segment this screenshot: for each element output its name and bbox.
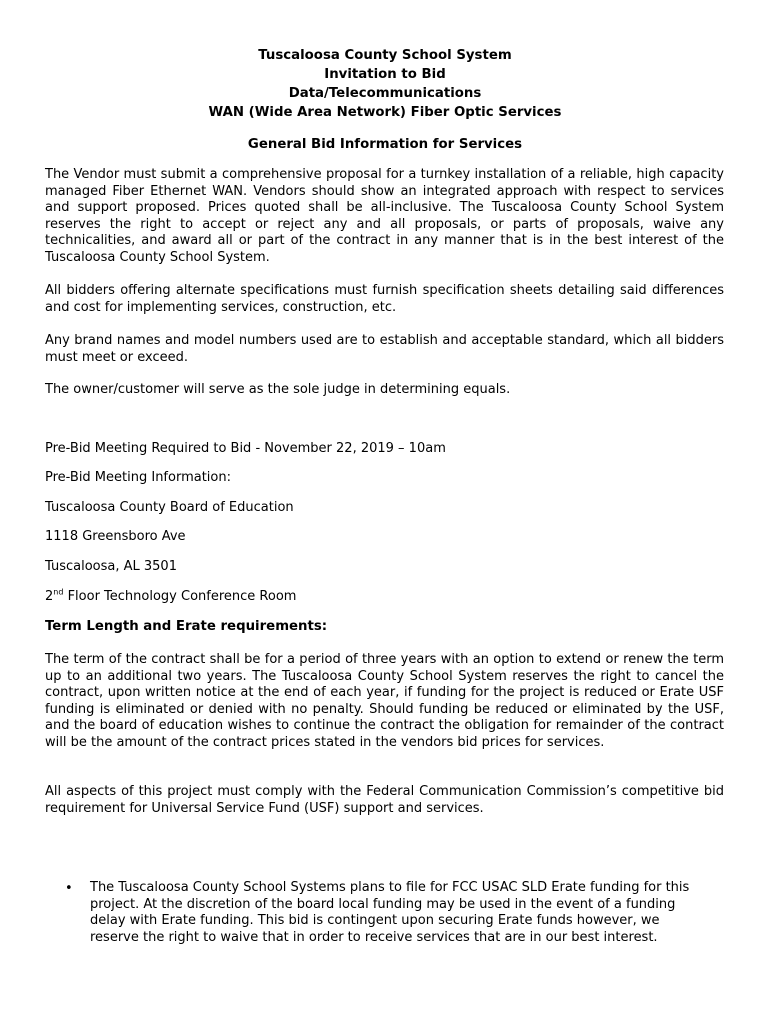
bullet-icon: •	[65, 881, 73, 896]
prebid-info-label: Pre-Bid Meeting Information:	[45, 470, 231, 485]
paragraph-judge: The owner/customer will serve as the sole judge in determining equals.	[45, 382, 511, 397]
paragraph-fcc-compliance: All aspects of this project must comply with the Federal Communication Commission’s competitive bid requirement for Universal Service Fund (USF) support and services.	[45, 784, 724, 816]
paragraph-proposal: The Vendor must submit a comprehensive proposal for a turnkey installation of a reliable, high capacity managed Fiber Ethernet WAN. Vendors should show an integrated approach with respect to services and support proposed. Prices quoted shall be all-inclusive. The Tuscaloosa County School System reserves the right to accept or reject any and all proposals, or parts of proposals, waive any technicalities, and award all or part of the contract in any manner that is in the best interest of the Tuscaloosa County School System.	[45, 167, 724, 265]
title-line-service: WAN (Wide Area Network) Fiber Optic Services	[208, 105, 562, 120]
term-heading: Term Length and Erate requirements:	[45, 619, 328, 634]
prebid-street: 1118 Greensboro Ave	[45, 529, 186, 544]
document-title	[45, 46, 725, 122]
room-floor-suffix: nd	[53, 587, 64, 597]
title-line-invitation: Invitation to Bid	[324, 67, 446, 82]
prebid-required: Pre-Bid Meeting Required to Bid - November 22, 2019 – 10am	[45, 441, 446, 456]
title-line-organization: Tuscaloosa County School System	[258, 48, 512, 63]
prebid-organization: Tuscaloosa County Board of Education	[45, 500, 294, 515]
room-floor-number: 2	[45, 589, 54, 604]
prebid-city: Tuscaloosa, AL 3501	[45, 559, 177, 574]
paragraph-alternates: All bidders offering alternate specifications must furnish specification sheets detailing said differences and cost for implementing services, construction, etc.	[45, 283, 724, 315]
prebid-room	[45, 589, 724, 606]
paragraph-brand-names: Any brand names and model numbers used are to establish and acceptable standard, which all bidders must meet or exceed.	[45, 333, 724, 365]
section-subtitle: General Bid Information for Services	[247, 137, 523, 152]
paragraph-term-length: The term of the contract shall be for a period of three years with an option to extend or renew the term up to an additional two years. The Tuscaloosa County School System reserves the right to cancel the contract, upon written notice at the end of each year, if funding for the project is reduced or Erate USF funding is eliminated or denied with no penalty. Should funding be reduced or eliminated by the USF, and the board of education wishes to continue the contract the obligation for remainder of the contract will be the amount of the contract prices stated in the vendors bid prices for services.	[45, 652, 724, 750]
title-line-category: Data/Telecommunications	[288, 86, 482, 101]
room-description: Floor Technology Conference Room	[63, 589, 297, 604]
bullet-text-erate: The Tuscaloosa County School Systems plans to file for FCC USAC SLD Erate funding for this project. At the discretion of the board local funding may be used in the event of a funding delay with Erate funding. This bid is contingent upon securing Erate funds however, we reserve the right to waive that in order to receive services that are in our best interest.	[90, 880, 690, 945]
